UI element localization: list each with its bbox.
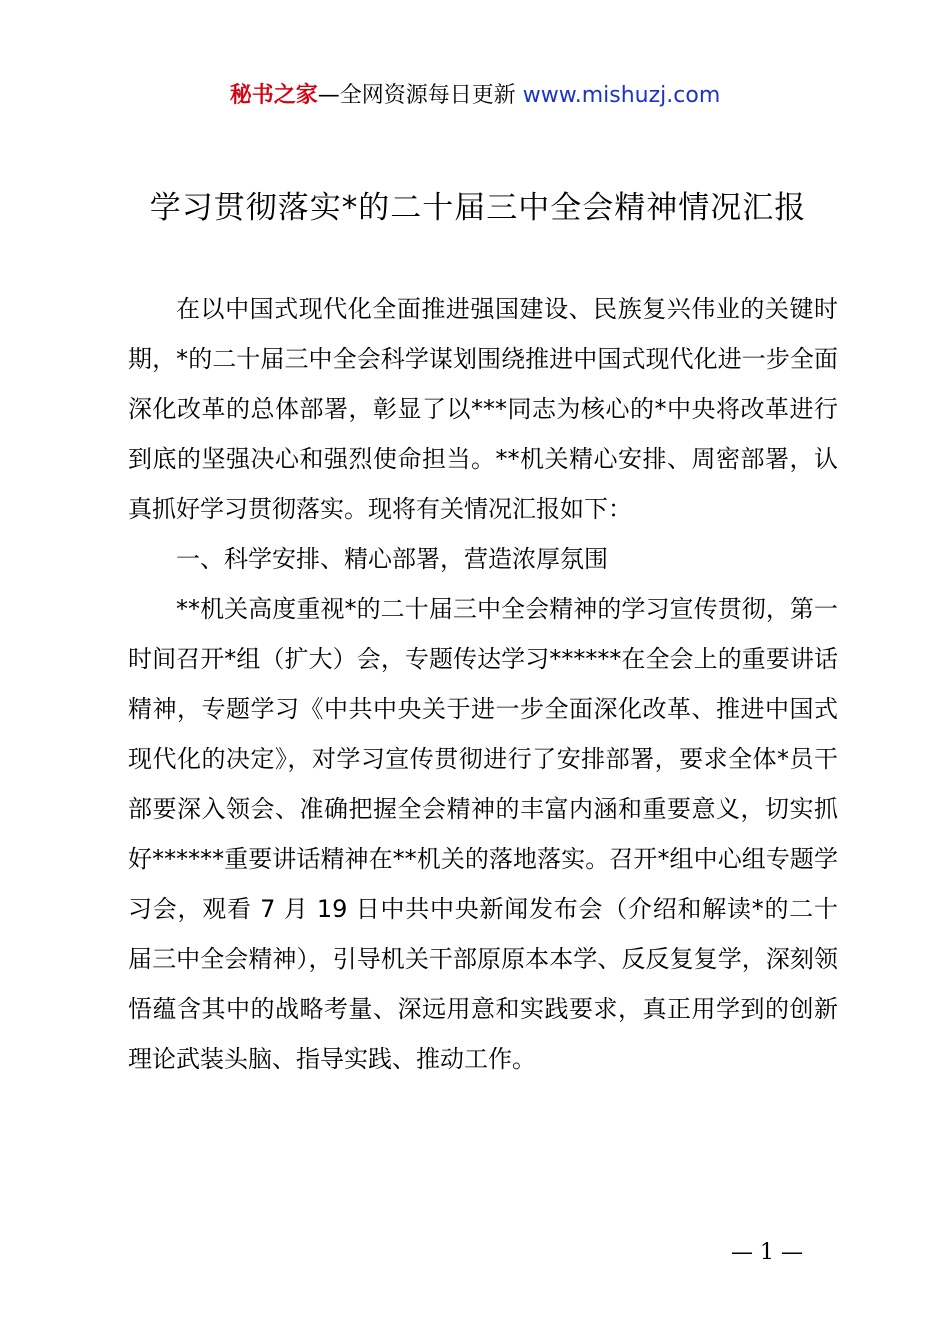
- page-number: — 1 —: [731, 1240, 803, 1265]
- site-url-link[interactable]: www.mishuzj.com: [522, 83, 721, 108]
- body-paragraph: **机关高度重视*的二十届三中全会精神的学习宣传贯彻，第一时间召开*组（扩大）会，专题传达学习******在全会上的重要讲话精神，专题学习《中共中央关于进一步全面深化改革、推进中国式现代化的决定》，对学习宣传贯彻进行了安排部署，要求全体*员干部要深入领会、准确把握全会精神的丰富内涵和重要意义，切实抓好******重要讲话精神在**机关的落地落实。召开*组中心组专题学习会，观看 7 月 19 日中共中央新闻发布会（介绍和解读*的二十届三中全会精神），引导机关干部原原本本学、反反复复学，深刻领悟蕴含其中的战略考量、深远用意和实践要求，真正用学到的创新理论武装头脑、指导实践、推动工作。: [128, 595, 838, 1073]
- site-brand: 秘书之家: [229, 83, 318, 108]
- document-body: [128, 284, 838, 1084]
- intro-paragraph: 在以中国式现代化全面推进强国建设、民族复兴伟业的关键时期，*的二十届三中全会科学谋划围绕推进中国式现代化进一步全面深化改革的总体部署，彰显了以***同志为核心的*中央将改革进行到底的坚强决心和强烈使命担当。**机关精心安排、周密部署，认真抓好学习贯彻落实。现将有关情况汇报如下：: [128, 295, 838, 523]
- site-tagline: —全网资源每日更新: [317, 83, 523, 108]
- section-heading: 一、科学安排、精心部署，营造浓厚氛围: [176, 545, 608, 573]
- site-header: [0, 80, 950, 112]
- document-title: 学习贯彻落实*的二十届三中全会精神情况汇报: [149, 190, 807, 226]
